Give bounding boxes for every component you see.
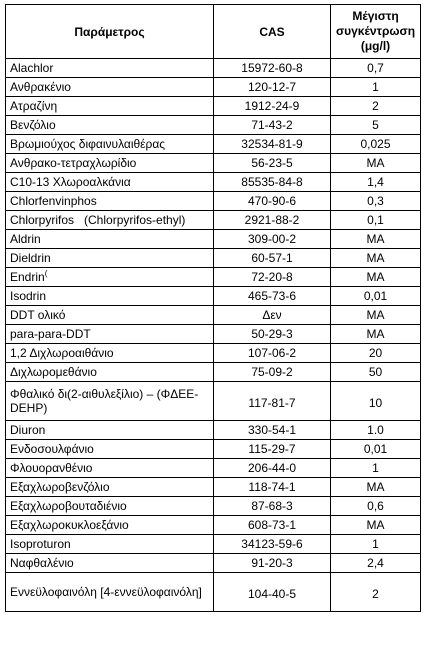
cell-param: Diuron (6, 421, 214, 440)
cell-cas: 470-90-6 (214, 192, 331, 211)
table-row (6, 363, 421, 382)
table-row (6, 173, 421, 192)
cell-param: Βρωμιούχος διφαινυλαιθέρας (6, 135, 214, 154)
cell-max: 1,4 (331, 173, 421, 192)
cell-param: Φλουορανθένιο (6, 459, 214, 478)
cell-param: Ατραζίνη (6, 97, 214, 116)
cell-param: Διχλωρομεθάνιο (6, 363, 214, 382)
cell-cas: 50-29-3 (214, 325, 331, 344)
cell-max: 0,6 (331, 497, 421, 516)
cell-max: 1 (331, 459, 421, 478)
cell-max: 0,01 (331, 287, 421, 306)
table-row (6, 535, 421, 554)
table-row (6, 135, 421, 154)
cell-max: ΜΑ (331, 230, 421, 249)
cell-param: Alachlor (6, 59, 214, 78)
cell-param: Εννεϋλοφαινόλη [4-εννεϋλοφαινόλη] (6, 573, 214, 612)
cell-max: 1 (331, 78, 421, 97)
header-max-concentration (331, 5, 421, 59)
cell-cas: 75-09-2 (214, 363, 331, 382)
table-row (6, 230, 421, 249)
parameters-table (5, 4, 421, 612)
cell-cas: 2921-88-2 (214, 211, 331, 230)
cell-cas: 71-43-2 (214, 116, 331, 135)
cell-cas: 60-57-1 (214, 249, 331, 268)
table-row (6, 192, 421, 211)
cell-cas: 104-40-5 (214, 573, 331, 612)
cell-param: Εξαχλωροβουταδιένιο (6, 497, 214, 516)
cell-cas: 32534-81-9 (214, 135, 331, 154)
cell-param: Chlorfenvinphos (6, 192, 214, 211)
cell-param: Chlorpyrifos (Chlorpyrifos-ethyl) (6, 211, 214, 230)
cell-param: para-para-DDT (6, 325, 214, 344)
cell-max: 0,1 (331, 211, 421, 230)
table-row (6, 97, 421, 116)
header-max-line2: συγκέντρωση (335, 24, 416, 38)
cell-param: Ναφθαλένιο (6, 554, 214, 573)
cell-max: 0,01 (331, 440, 421, 459)
cell-max: ΜΑ (331, 478, 421, 497)
cell-max: 2,4 (331, 554, 421, 573)
cell-cas: 34123-59-6 (214, 535, 331, 554)
cell-param: Ενδοσουλφάνιο (6, 440, 214, 459)
cell-max: 0,3 (331, 192, 421, 211)
table-row (6, 306, 421, 325)
cell-cas: 87-68-3 (214, 497, 331, 516)
table-row (6, 211, 421, 230)
cell-param: Isoproturon (6, 535, 214, 554)
cell-cas: 56-23-5 (214, 154, 331, 173)
cell-cas: 115-29-7 (214, 440, 331, 459)
cell-cas: 309-00-2 (214, 230, 331, 249)
cell-param: Isodrin (6, 287, 214, 306)
table-row (6, 573, 421, 612)
cell-param: Dieldrin (6, 249, 214, 268)
table-row (6, 154, 421, 173)
cell-max: ΜΑ (331, 306, 421, 325)
header-max-line1: Μέγιστη (352, 9, 399, 23)
table-row (6, 116, 421, 135)
table-row (6, 478, 421, 497)
cell-param: Ανθρακο-τετραχλωρίδιο (6, 154, 214, 173)
param-text: Endrin (10, 270, 45, 284)
table-row (6, 554, 421, 573)
cell-max: ΜΑ (331, 516, 421, 535)
table-row (6, 249, 421, 268)
cell-cas: 107-06-2 (214, 344, 331, 363)
table-row (6, 268, 421, 287)
cell-max: 5 (331, 116, 421, 135)
table-row (6, 440, 421, 459)
cell-max: 20 (331, 344, 421, 363)
cell-cas: 1912-24-9 (214, 97, 331, 116)
header-max-line3: (μg/l) (360, 39, 391, 53)
cell-param: Εξαχλωροβενζόλιο (6, 478, 214, 497)
cell-param (6, 268, 214, 287)
cell-max: 2 (331, 97, 421, 116)
cell-param: Aldrin (6, 230, 214, 249)
footnote-mark: ( (44, 269, 48, 278)
table-row (6, 459, 421, 478)
cell-cas: 608-73-1 (214, 516, 331, 535)
cell-max: ΜΑ (331, 325, 421, 344)
cell-max: ΜΑ (331, 154, 421, 173)
cell-cas: 206-44-0 (214, 459, 331, 478)
table-row (6, 382, 421, 421)
cell-cas: Δεν (214, 306, 331, 325)
table-row (6, 344, 421, 363)
cell-cas: 120-12-7 (214, 78, 331, 97)
cell-max: 10 (331, 382, 421, 421)
cell-max: 2 (331, 573, 421, 612)
table-row (6, 497, 421, 516)
cell-param: C10-13 Χλωροαλκάνια (6, 173, 214, 192)
header-param: Παράμετρος (6, 5, 214, 59)
cell-max: 1.0 (331, 421, 421, 440)
cell-cas: 72-20-8 (214, 268, 331, 287)
table-row (6, 516, 421, 535)
table-row (6, 287, 421, 306)
cell-max: ΜΑ (331, 249, 421, 268)
cell-param: 1,2 Διχλωροαιθάνιο (6, 344, 214, 363)
cell-param: Φθαλικό δι(2-αιθυλεξίλιο) – (ΦΔΕΕ-DEHP) (6, 382, 214, 421)
cell-param: Εξαχλωροκυκλοεξάνιο (6, 516, 214, 535)
cell-cas: 15972-60-8 (214, 59, 331, 78)
cell-max: 0,025 (331, 135, 421, 154)
header-cas: CAS (214, 5, 331, 59)
cell-param: Ανθρακένιο (6, 78, 214, 97)
table-row (6, 325, 421, 344)
cell-cas: 465-73-6 (214, 287, 331, 306)
cell-max: 50 (331, 363, 421, 382)
cell-max: 1 (331, 535, 421, 554)
cell-max: ΜΑ (331, 268, 421, 287)
cell-cas: 330-54-1 (214, 421, 331, 440)
cell-cas: 117-81-7 (214, 382, 331, 421)
cell-cas: 118-74-1 (214, 478, 331, 497)
cell-cas: 85535-84-8 (214, 173, 331, 192)
cell-cas: 91-20-3 (214, 554, 331, 573)
header-row (6, 5, 421, 59)
cell-param: DDT ολικό (6, 306, 214, 325)
cell-max: 0,7 (331, 59, 421, 78)
table-row (6, 421, 421, 440)
table-row (6, 78, 421, 97)
cell-param: Βενζόλιο (6, 116, 214, 135)
table-row (6, 59, 421, 78)
